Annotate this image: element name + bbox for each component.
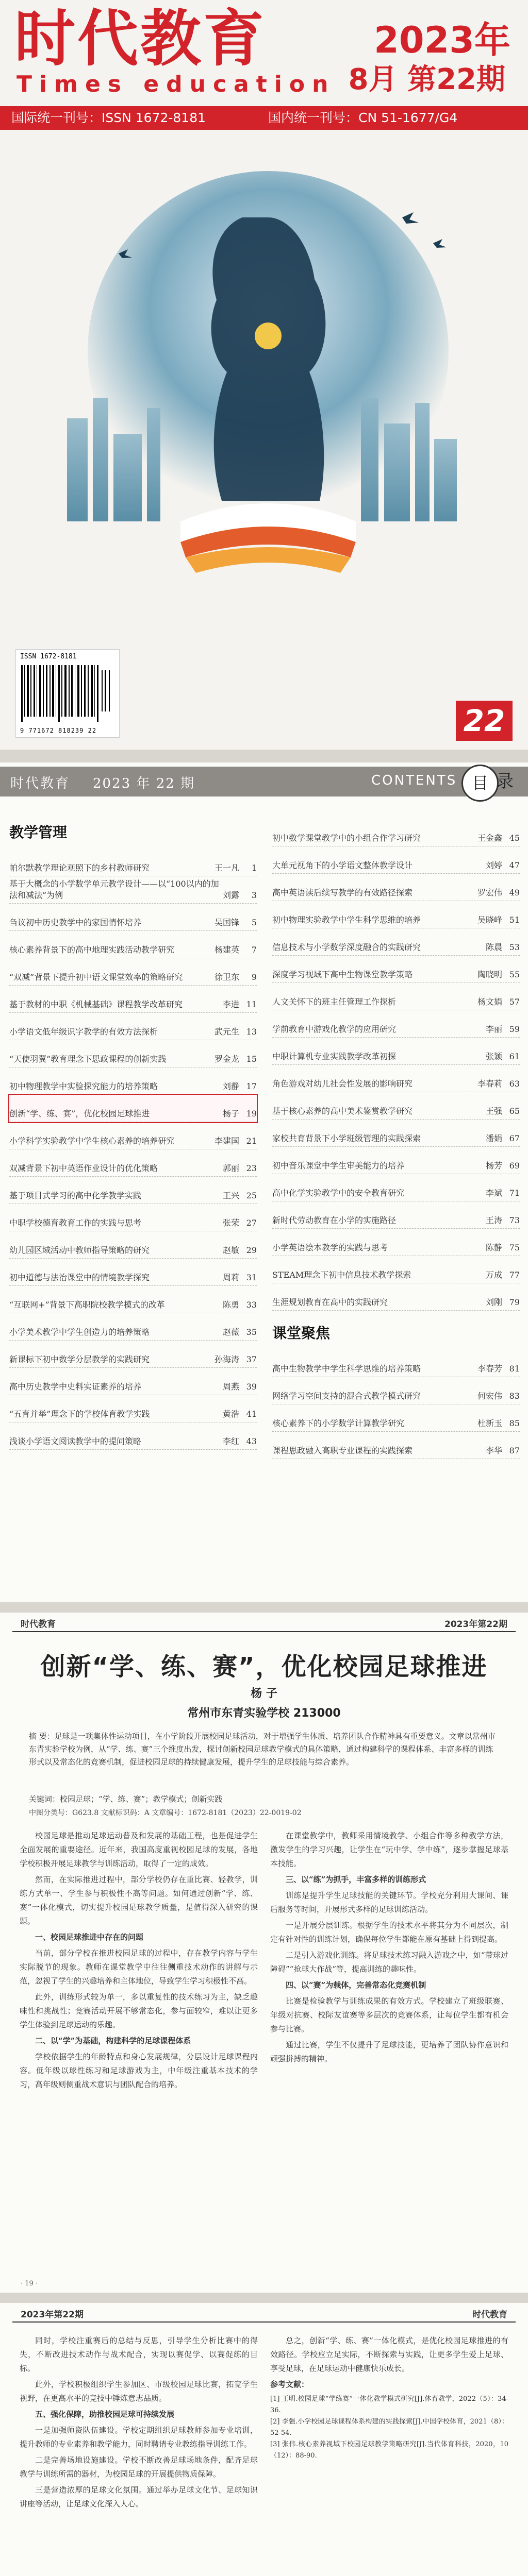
toc-entry-author: 杨文娟: [477, 997, 502, 1007]
toc-entry-page: 33: [246, 1300, 257, 1310]
references-title: 参考文献：: [270, 2380, 309, 2389]
paragraph: 一是加强师资队伍建设。学校定期组织足球教师参加专业培训，提升教师的专业素养和教学能力，同时聘请专业教练指导训练工作。: [20, 2426, 258, 2449]
toc-entry-title: 中职计算机专业实践教学改革初探: [272, 1052, 397, 1061]
toc-entry-title: 信息技术与小学数学深度融合的实践研究: [272, 942, 421, 952]
toc-entry-page: 35: [246, 1327, 257, 1337]
paragraph: 三是营造浓厚的足球文化氛围。通过举办足球文化节、足球知识讲座等活动，让足球文化深入人心。: [20, 2485, 258, 2509]
toc-entry-author: 刘静: [222, 1081, 239, 1091]
barcode: [15, 649, 120, 738]
toc-entry[interactable]: [9, 1259, 257, 1286]
barcode-bars: [21, 665, 114, 722]
toc-entry-author: 何宏伟: [477, 1391, 502, 1401]
toc-entry[interactable]: [272, 928, 520, 956]
toc-entry[interactable]: [272, 846, 520, 874]
toc-entry[interactable]: [272, 1010, 520, 1038]
toc-entry-author: 郭丽: [222, 1163, 239, 1173]
toc-entry-author: 王兴: [222, 1191, 239, 1200]
toc-entry-title: 高中化学实验教学中的安全教育研究: [272, 1188, 405, 1198]
page-gap: [0, 1602, 528, 1613]
header-rule: [12, 1631, 516, 1632]
contents-logo-text: 录: [496, 771, 514, 792]
toc-entry-title: 人文关怀下的班主任管理工作探析: [272, 997, 397, 1007]
toc-entry[interactable]: [272, 1092, 520, 1120]
toc-entry-page: 55: [509, 970, 520, 979]
toc-entry-title: 高中生物教学中学生科学思维的培养策略: [272, 1364, 421, 1374]
toc-entry[interactable]: [9, 958, 257, 986]
page-gap: [0, 750, 528, 762]
toc-entry[interactable]: [272, 1404, 520, 1432]
toc-entry-page: 45: [509, 833, 520, 843]
toc-entry-title: 核心素养下的小学数学计算教学研究: [272, 1418, 405, 1428]
toc-entry-author: 孙海涛: [214, 1354, 239, 1364]
cover-cn: 国内统一刊号：CN 51-1677/G4: [268, 110, 458, 125]
toc-entry[interactable]: [272, 1174, 520, 1201]
section-heading-teaching-management: 教学管理: [9, 824, 68, 841]
contents-header-english: CONTENTS: [371, 773, 457, 788]
paragraph: 训练是提升学生足球技能的关键环节。学校充分利用大课间、课后服务等时间，开展形式多样的足球训练活动。: [270, 1891, 508, 1914]
contents-header: [0, 767, 528, 796]
toc-entry[interactable]: [9, 1177, 257, 1204]
toc-entry-title: 初中物理实验教学中学生科学思维的培养: [272, 915, 421, 925]
toc-entry[interactable]: [9, 876, 257, 904]
toc-entry[interactable]: [272, 1120, 520, 1147]
toc-entry-author: 李华: [485, 1446, 502, 1455]
toc-entry-page: 47: [509, 860, 520, 870]
toc-entry-author: 杨子: [222, 1109, 239, 1118]
toc-entry[interactable]: [272, 956, 520, 983]
contents-header-journal: 时代教育: [10, 776, 71, 791]
toc-entry-author: 吴晓峰: [477, 915, 502, 925]
paragraph: 二是引入游戏化训练。将足球技术练习融入游戏之中，如“带球过障碍”“抢球大作战”等，提高训练的趣味性。: [270, 1951, 508, 1974]
toc-entry-title: 初中物理教学中实验探究能力的培养策略: [9, 1081, 158, 1091]
article-keywords: 关键词：校园足球；“学、练、赛”；教学模式；创新实践: [29, 1794, 223, 1804]
running-head-right: 时代教育: [472, 2310, 507, 2320]
article-title: 创新“学、练、赛”，优化校园足球推进: [40, 1652, 488, 1681]
magazine-cover: [0, 0, 528, 750]
toc-entry[interactable]: [272, 1201, 520, 1229]
toc-entry-author: 李进: [222, 999, 239, 1009]
toc-entry[interactable]: [9, 1067, 257, 1095]
toc-entry[interactable]: [9, 931, 257, 958]
toc-entry-author: 王一凡: [214, 863, 239, 873]
article-page-20: [0, 2303, 528, 2576]
toc-entry-page: 85: [509, 1418, 520, 1428]
toc-entry-page: 81: [509, 1364, 520, 1374]
toc-entry-title: 高中历史教学中史料实证素养的培养: [9, 1382, 142, 1392]
toc-entry[interactable]: [272, 901, 520, 928]
toc-entry-page: 61: [509, 1052, 520, 1061]
toc-entry-title: 家校共育背景下小学班级管理的实践探索: [272, 1133, 421, 1143]
contents-list-right-2: [272, 1350, 520, 1459]
paragraph: 此外，训练形式较为单一，多以重复性的技术练习为主，缺乏趣味性和挑战性；竞赛活动开展不够常态化，参与面较窄，难以让更多学生体验到足球运动的乐趣。: [20, 1992, 258, 2029]
toc-entry-page: 31: [246, 1273, 257, 1282]
toc-entry-author: 王强: [485, 1106, 502, 1116]
page20-left-column-upper: [20, 2334, 258, 2513]
toc-entry-author: 李红: [222, 1436, 239, 1446]
toc-entry-title: 高中英语读后续写教学的有效路径探索: [272, 888, 413, 897]
toc-entry-page: 59: [509, 1024, 520, 1034]
toc-entry-title: 新时代劳动教育在小学的实施路径: [272, 1215, 397, 1225]
toc-entry-page: 25: [246, 1191, 257, 1200]
contents-right-column: [272, 819, 520, 1459]
toc-entry[interactable]: [9, 1341, 257, 1368]
toc-entry-author: 陈勇: [222, 1300, 239, 1310]
toc-entry-title: 中职学校德育教育工作的实践与思考: [9, 1218, 142, 1228]
reference-item: [2] 李强.小学校园足球课程体系构建的实践探索[J].中国学校体育，2021（8）：52-54.: [270, 2418, 508, 2437]
toc-entry-title: 基于核心素养的高中美术鉴赏教学研究: [272, 1106, 413, 1116]
header-rule: [12, 2321, 516, 2323]
toc-entry-page: 75: [509, 1243, 520, 1252]
toc-entry[interactable]: [9, 1231, 257, 1259]
article-classification: 中图分类号：G623.8 文献标识码：A 文章编号：1672-8181（2023）22-0019-02: [29, 1809, 302, 1817]
paragraph: 当前，部分学校在推进校园足球的过程中，存在教学内容与学生实际脱节的现象。教师在课堂教学中往往侧重技术动作的讲解与示范，忽视了学生的兴趣培养和主体地位，导致学生学习积极性不高。: [20, 1948, 258, 1986]
toc-entry-title: 幼儿园区域活动中教师指导策略的研究: [9, 1245, 150, 1255]
toc-entry-title: STEAM理念下初中信息技术教学探索: [272, 1270, 411, 1280]
toc-entry-author: 万成: [485, 1270, 502, 1280]
toc-entry-author: 张颖: [485, 1052, 502, 1061]
toc-entry-title: “互联网+”背景下高职院校教学模式的改革: [9, 1300, 165, 1310]
paragraph: 校园足球是推动足球运动普及和发展的基础工程，也是促进学生全面发展的重要途径。近年来，我国高度重视校园足球的发展，各地学校积极开展足球教学与训练活动，取得了一定的成效。: [20, 1831, 258, 1868]
toc-entry-title: 浅谈小学语文阅读教学中的提问策略: [9, 1436, 142, 1446]
toc-entry-author: 刘露: [222, 890, 239, 900]
toc-entry-page: 7: [251, 945, 257, 955]
toc-entry-page: 21: [246, 1136, 257, 1146]
toc-entry-page: 17: [246, 1081, 257, 1091]
toc-entry-author: 李斌: [485, 1188, 502, 1198]
contents-header-issue: 2023 年 22 期: [93, 776, 195, 791]
running-head-left: 时代教育: [21, 1619, 56, 1630]
subheading: 一、校园足球推进中存在的问题: [35, 1933, 144, 1942]
toc-entry-title: 基于大概念的小学数学单元教学设计——以“100以内的加法和减法”为例: [9, 879, 219, 900]
toc-entry-page: 73: [509, 1215, 520, 1225]
toc-entry[interactable]: [272, 1147, 520, 1174]
cover-title-english: Times education: [16, 71, 336, 97]
toc-entry-page: 57: [509, 997, 520, 1007]
paragraph: 比赛是检验教学与训练成果的有效方式。学校建立了班级联赛、年级对抗赛、校际友谊赛等多层次的竞赛体系，让每位学生都有机会参与比赛。: [270, 1996, 508, 2033]
toc-entry[interactable]: [272, 1283, 520, 1311]
toc-entry-author: 陈静: [485, 1243, 502, 1252]
contents-list-right: [272, 819, 520, 1311]
toc-entry-page: 9: [251, 972, 257, 982]
article-left-column: [20, 1829, 258, 2094]
toc-entry-page: 49: [509, 888, 520, 897]
toc-entry-title: 初中道德与法治课堂中的情境教学探究: [9, 1273, 150, 1282]
toc-entry[interactable]: [9, 1095, 257, 1122]
toc-entry-page: 51: [509, 915, 520, 925]
toc-entry-page: 83: [509, 1391, 520, 1401]
toc-entry-title: 初中音乐课堂中学生审美能力的培养: [272, 1161, 405, 1171]
toc-entry-title: “双减”背景下提升初中语文课堂效率的策略研究: [9, 972, 183, 982]
toc-entry-title: 核心素养背景下的高中地理实践活动教学研究: [9, 945, 175, 955]
toc-entry-author: 李春莉: [477, 1079, 502, 1089]
toc-entry-author: 李建国: [214, 1136, 239, 1146]
toc-entry-author: 刘婷: [485, 860, 502, 870]
cover-issn-band: [0, 106, 528, 130]
paragraph: 二是完善场地设施建设。学校不断改善足球场地条件，配齐足球教学与训练所需的器材，为校园足球的开展提供物质保障。: [20, 2455, 258, 2479]
toc-entry[interactable]: [9, 1286, 257, 1313]
toc-entry-title: “天使羽翼”教育理念下思政课程的创新实践: [9, 1054, 167, 1064]
toc-entry-page: 53: [509, 942, 520, 952]
running-head-left: 2023年第22期: [21, 2310, 84, 2320]
contents-left-column: [9, 819, 257, 1450]
toc-entry-author: 赵薇: [222, 1327, 239, 1337]
cover-issue: 8月 第22期: [348, 63, 505, 96]
toc-entry-title: 课程思政融入高职专业课程的实践探索: [272, 1446, 413, 1455]
toc-entry-author: 李丽: [485, 1024, 502, 1034]
toc-entry-author: 罗金龙: [214, 1054, 239, 1064]
toc-entry-page: 63: [509, 1079, 520, 1089]
toc-entry-page: 29: [246, 1245, 257, 1255]
toc-entry-title: “五育并举”理念下的学校体育教学实践: [9, 1409, 150, 1419]
toc-entry-page: 3: [251, 890, 257, 900]
paragraph: 在课堂教学中，教师采用情境教学、小组合作等多种教学方法，激发学生的学习兴趣，让学生在“玩中学、学中练”，逐步掌握足球基本技能。: [270, 1831, 508, 1868]
toc-entry-title: 角色游戏对幼儿社会性发展的影响研究: [272, 1079, 413, 1089]
toc-entry[interactable]: [9, 1395, 257, 1422]
toc-entry-page: 87: [509, 1446, 520, 1455]
article-page-19: [0, 1613, 528, 2293]
toc-entry-author: 赵敏: [222, 1245, 239, 1255]
cover-issn: 国际统一刊号：ISSN 1672-8181: [11, 110, 206, 125]
toc-entry-page: 19: [246, 1109, 257, 1118]
toc-entry[interactable]: [9, 1313, 257, 1341]
toc-entry[interactable]: [272, 983, 520, 1010]
toc-entry[interactable]: [9, 1204, 257, 1231]
toc-entry-author: 张荣: [222, 1218, 239, 1228]
toc-entry-page: 69: [509, 1161, 520, 1171]
toc-entry-title: 生涯规划教育在高中的实践研究: [272, 1297, 388, 1307]
toc-entry-author: 杜新玉: [477, 1418, 502, 1428]
toc-entry-title: 大单元视角下的小学语文整体教学设计: [272, 860, 413, 870]
contents-list-left: [9, 849, 257, 1450]
cover-issue-number: 22: [456, 701, 513, 741]
article-affiliation: 常州市东青实验学校 213000: [187, 1707, 341, 1720]
toc-entry[interactable]: [9, 986, 257, 1013]
toc-entry[interactable]: [9, 904, 257, 931]
toc-entry[interactable]: [272, 1350, 520, 1377]
paragraph: 一是开展分层训练。根据学生的技术水平将其分为不同层次，制定有针对性的训练计划，确保每位学生都能在原有基础上得到提高。: [270, 1921, 508, 1944]
paragraph: 学校依据学生的年龄特点和身心发展规律，分层设计足球课程内容。低年级以球性练习和足球游戏为主，中年级注重基本技术的学习，高年级则侧重战术意识与团队配合的培养。: [20, 2052, 258, 2089]
toc-entry-title: 学前教育中游戏化教学的应用研究: [272, 1024, 397, 1034]
toc-entry[interactable]: [9, 849, 257, 876]
subheading: 五、强化保障，助推校园足球可持续发展: [35, 2410, 175, 2419]
toc-entry-author: 杨建英: [214, 945, 239, 955]
toc-entry-title: 网络学习空间支持的混合式教学模式研究: [272, 1391, 421, 1401]
section-heading-classroom-focus: 课堂聚焦: [272, 1325, 331, 1342]
toc-entry[interactable]: [9, 1122, 257, 1149]
toc-entry[interactable]: [272, 1038, 520, 1065]
toc-entry-page: 27: [246, 1218, 257, 1228]
toc-entry-page: 71: [509, 1188, 520, 1198]
toc-entry-page: 77: [509, 1270, 520, 1280]
toc-entry-author: 周燕: [222, 1382, 239, 1392]
toc-entry-page: 23: [246, 1163, 257, 1173]
page-number: · 19 ·: [21, 2280, 38, 2287]
toc-entry-page: 13: [246, 1027, 257, 1037]
subheading: 四、以“赛”为载体，完善常态化竞赛机制: [286, 1980, 426, 1990]
toc-entry-title: 刍议初中历史教学中的家国情怀培养: [9, 918, 142, 927]
toc-entry-title: 新课标下初中数学分层教学的实践研究: [9, 1354, 150, 1364]
toc-entry-page: 67: [509, 1133, 520, 1143]
toc-entry-author: 徐卫东: [214, 972, 239, 982]
toc-entry[interactable]: [272, 1256, 520, 1283]
toc-entry-author: 杨芳: [485, 1161, 502, 1171]
page20-right-column-upper: [270, 2334, 508, 2462]
toc-entry[interactable]: [272, 1229, 520, 1256]
article-author: 杨 子: [251, 1687, 277, 1700]
toc-entry-author: 罗宏伟: [477, 888, 502, 897]
article-right-column: [270, 1829, 508, 2068]
toc-entry[interactable]: [9, 1422, 257, 1450]
toc-entry-title: 小学科学实验教学中学生核心素养的培养研究: [9, 1136, 175, 1146]
toc-entry-title: 创新“学、练、赛”，优化校园足球推进: [9, 1109, 150, 1118]
paragraph: 然而，在实际推进过程中，部分学校仍存在重比赛、轻教学，训练方式单一、学生参与积极性不高等问题。如何通过创新“学、练、赛”一体化模式，切实提升校园足球教学质量，是值得深入研究的课题。: [20, 1875, 258, 1926]
toc-entry[interactable]: [272, 1432, 520, 1459]
paragraph: 同时，学校注重赛后的总结与反思，引导学生分析比赛中的得失，不断改进技术动作与战术配合，实现以赛促学、以赛促练的目标。: [20, 2336, 258, 2373]
subheading: 二、以“学”为基础，构建科学的足球课程体系: [35, 2036, 191, 2045]
toc-entry-author: 黄浩: [222, 1409, 239, 1419]
toc-entry-page: 1: [251, 863, 257, 873]
toc-entry-title: 小学美术教学中学生创造力的培养策略: [9, 1327, 150, 1337]
toc-entry-author: 周莉: [222, 1273, 239, 1282]
paragraph: 此外，学校积极组织学生参加区、市级校园足球比赛，拓宽学生视野，在更高水平的竞技中锤炼意志品质。: [20, 2380, 258, 2403]
toc-entry-author: 陶晓明: [477, 970, 502, 979]
toc-entry-title: 小学英语绘本教学的实践与思考: [272, 1243, 388, 1252]
toc-entry-page: 65: [509, 1106, 520, 1116]
subheading: 三、以“练”为抓手，丰富多样的训练形式: [286, 1875, 426, 1884]
toc-entry-author: 武元生: [214, 1027, 239, 1037]
toc-entry-title: 帕尔默教学理论观照下的乡村教师研究: [9, 863, 150, 873]
toc-entry-title: 初中数学课堂教学中的小组合作学习研究: [272, 833, 421, 843]
toc-entry-page: 15: [246, 1054, 257, 1064]
toc-entry-title: 双减背景下初中英语作业设计的优化策略: [9, 1163, 158, 1173]
toc-entry[interactable]: [9, 1013, 257, 1040]
toc-entry[interactable]: [272, 1377, 520, 1404]
toc-entry-author: 王涛: [485, 1215, 502, 1225]
toc-entry-page: 39: [246, 1382, 257, 1392]
toc-entry-page: 5: [251, 918, 257, 927]
toc-entry[interactable]: [9, 1040, 257, 1067]
contents-page: [0, 762, 528, 1602]
toc-entry-author: 王金鑫: [477, 833, 502, 843]
running-head-right: 2023年第22期: [444, 1619, 507, 1630]
toc-entry-page: 41: [246, 1409, 257, 1419]
toc-entry[interactable]: [272, 1065, 520, 1092]
toc-entry-page: 79: [509, 1297, 520, 1307]
toc-entry-page: 37: [246, 1354, 257, 1364]
toc-entry-page: 43: [246, 1436, 257, 1446]
toc-entry-title: 基于项目式学习的高中化学教学实践: [9, 1191, 142, 1200]
toc-entry-author: 潘娟: [485, 1133, 502, 1143]
article-abstract: 摘 要：足球是一项集体性运动项目，在小学阶段开展校园足球活动，对于增强学生体质、培养团队合作精神具有重要意义。文章以常州市东青实验学校为例，从“学、练、赛”三个维度出发，探讨创新校园足球教学模式的具体策略，通过构建科学的课程体系、丰富多样的训练形式以及常态化的竞赛机制，促进校园足球的持续健康发展，提升学生的足球技能与综合素养。: [29, 1732, 496, 1767]
toc-entry-author: 吴国锋: [214, 918, 239, 927]
toc-entry[interactable]: [9, 1149, 257, 1177]
toc-entry[interactable]: [272, 819, 520, 846]
toc-entry-author: 李春芳: [477, 1364, 502, 1374]
toc-entry-title: 深度学习视域下高中生物课堂教学策略: [272, 970, 413, 979]
barcode-issn: ISSN 1672-8181: [20, 653, 77, 660]
toc-entry-title: 小学语文低年级识字教学的有效方法探析: [9, 1027, 158, 1037]
page-gap: [0, 2293, 528, 2303]
toc-entry-page: 11: [246, 999, 257, 1009]
reference-item: [1] 王明.校园足球“学练赛”一体化教学模式研究[J].体育教学，2022（5）：34-36.: [270, 2395, 508, 2414]
toc-entry[interactable]: [272, 874, 520, 901]
cover-title: 时代教育: [14, 3, 267, 74]
toc-entry-title: 基于教材的中职《机械基础》课程教学改革研究: [9, 999, 183, 1009]
contents-logo: 目: [461, 765, 499, 802]
barcode-number: 9 771672 818239 22: [20, 727, 97, 734]
paragraph: 总之，创新“学、练、赛”一体化模式，是优化校园足球推进的有效路径。学校应立足实际，不断探索与实践，让更多学生爱上足球、享受足球，在足球运动中健康快乐成长。: [270, 2336, 508, 2373]
cover-year: 2023年: [374, 19, 510, 61]
toc-entry-author: 陈晨: [485, 942, 502, 952]
paragraph: 通过比赛，学生不仅提升了足球技能，更培养了团队协作意识和顽强拼搏的精神。: [270, 2040, 508, 2063]
toc-entry-author: 刘刚: [485, 1297, 502, 1307]
reference-item: [3] 张伟.核心素养视域下校园足球教学策略研究[J].当代体育科技，2020，10（12）：88-90.: [270, 2441, 508, 2460]
toc-entry[interactable]: [9, 1368, 257, 1395]
